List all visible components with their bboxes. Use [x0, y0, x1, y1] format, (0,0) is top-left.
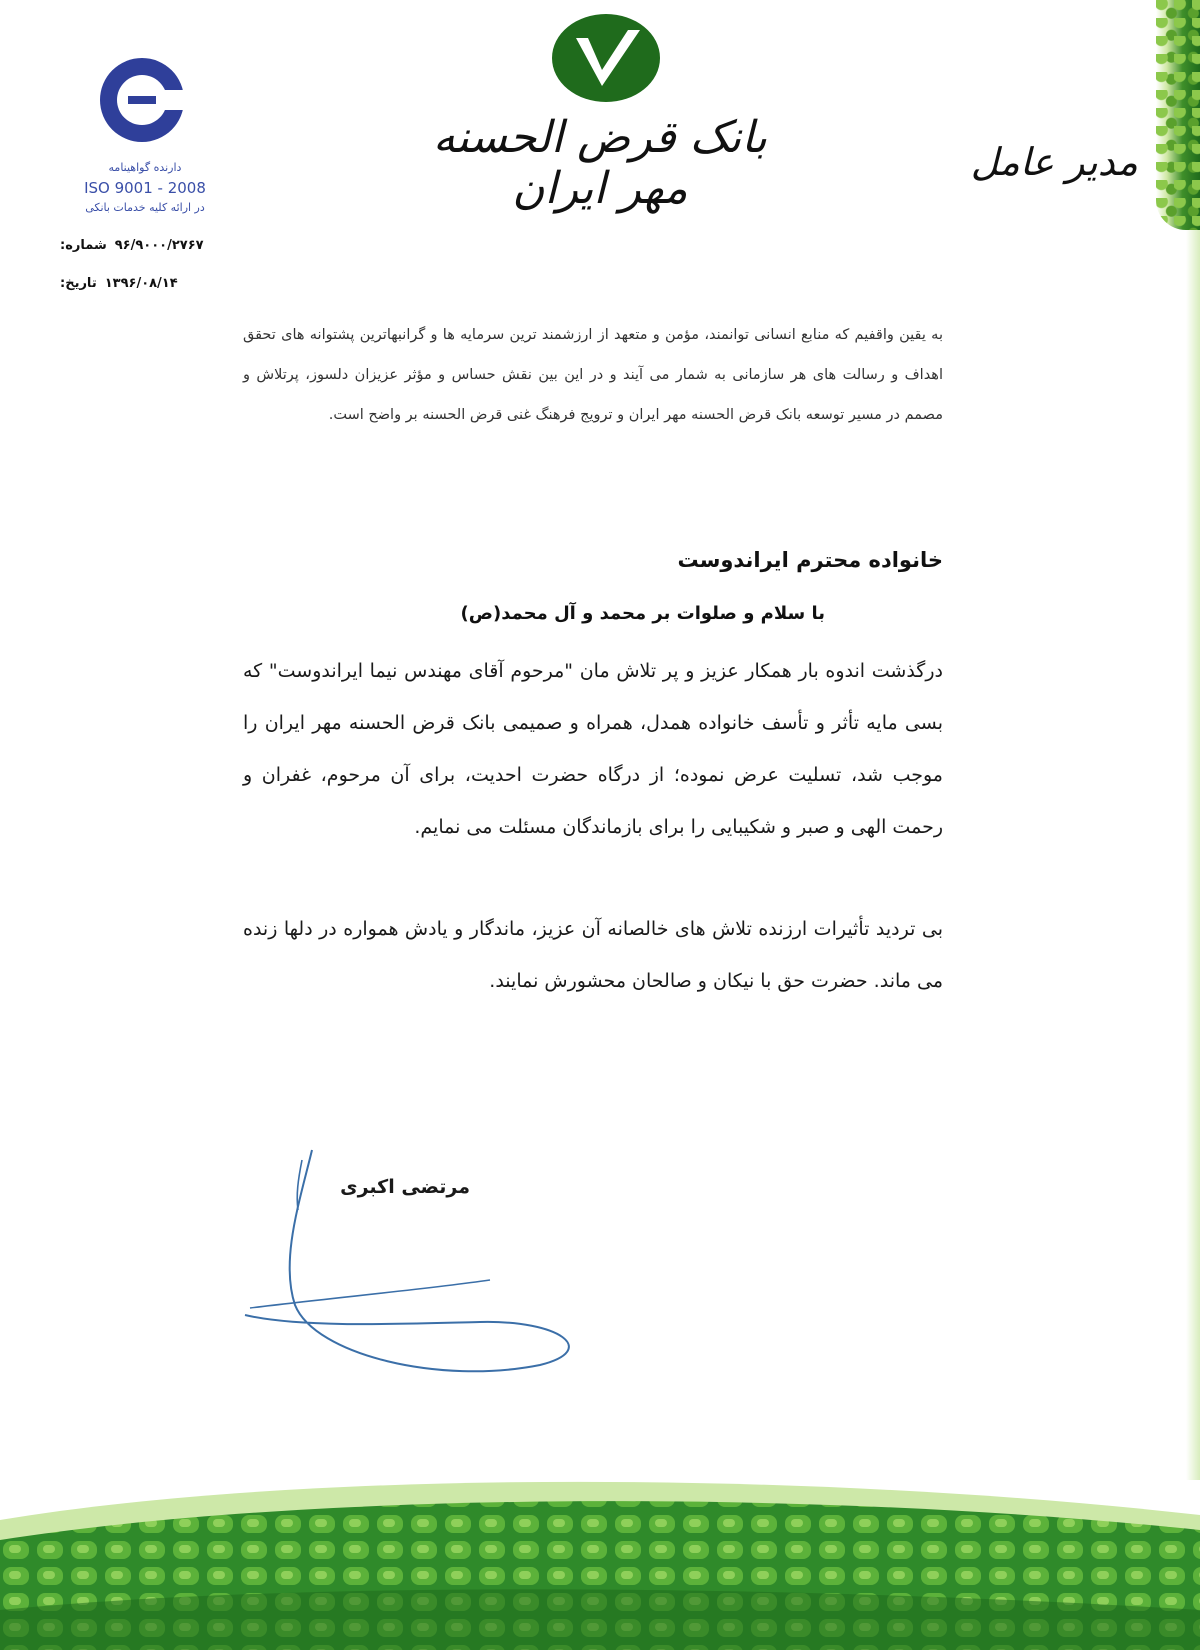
- iso-line-1: دارنده گواهینامه: [108, 161, 182, 174]
- decorative-green-band-top-right: [1156, 0, 1200, 230]
- iso-code: ISO 9001 - 2008: [84, 179, 206, 197]
- ceo-title: مدیر عامل: [970, 140, 1138, 184]
- reference-date-label: تاریخ:: [60, 276, 97, 291]
- bank-name-logotype: بانک قرض الحسنه مهر ایران: [433, 112, 767, 214]
- iso-line-3: در ارائه کلیه خدمات بانکی: [85, 201, 205, 214]
- closing-paragraph: بی تردید تأثیرات ارزنده تلاش های خالصانه آن عزیز، ماندگار و یادش همواره در دلها زنده می ماند. حضرت حق با نیکان و صالحان محشورش نمایند.: [243, 918, 943, 992]
- reference-date-row: [60, 276, 240, 291]
- intro-paragraph: به یقین واقفیم که منابع انسانی توانمند، مؤمن و متعهد از ارزشمند ترین سرمایه ها و گرانبهاترین پشتوانه های تحقق اهداف و رسالت های هر سازمانی به شمار می آیند و در این بین نقش حساس و مؤثر عزیزان دلسوز، پرتلاش و مصمم در مسیر توسعه بانک قرض الحسنه مهر ایران و ترویج فرهنگ غنی قرض الحسنه بر واضح است.: [243, 327, 943, 423]
- reference-date-value: ۱۳۹۶/۰۸/۱۴: [104, 276, 178, 291]
- reference-number-label: شماره:: [60, 238, 107, 253]
- reference-number-row: [60, 238, 240, 253]
- addressee: خانواده محترم ایراندوست: [677, 548, 943, 572]
- signer-name: مرتضی اکبری: [340, 1176, 470, 1198]
- greeting: با سلام و صلوات بر محمد و آل محمد(ص): [460, 603, 825, 624]
- reference-number-value: ۹۶/۹۰۰۰/۲۷۶۷: [114, 238, 204, 253]
- bank-logo-icon: [548, 8, 664, 108]
- decorative-green-edge-right: [1186, 230, 1200, 1480]
- iso-certification-text: [60, 158, 230, 218]
- tuv-nord-certification-logo: [98, 56, 186, 144]
- condolence-paragraph: درگذشت اندوه بار همکار عزیز و پر تلاش مان "مرحوم آقای مهندس نیما ایراندوست" که بسی مایه تأثر و تأسف خانواده همدل، همراه و صمیمی بانک قرض الحسنه مهر ایران را موجب شد، تسلیت عرض نموده؛ از درگاه حضرت احدیت، برای آن مرحوم، غفران و رحمت الهی و صبر و شکیبایی را برای بازماندگان مسئلت می نمایم.: [243, 660, 943, 838]
- decorative-green-wave-bottom: [0, 1460, 1200, 1650]
